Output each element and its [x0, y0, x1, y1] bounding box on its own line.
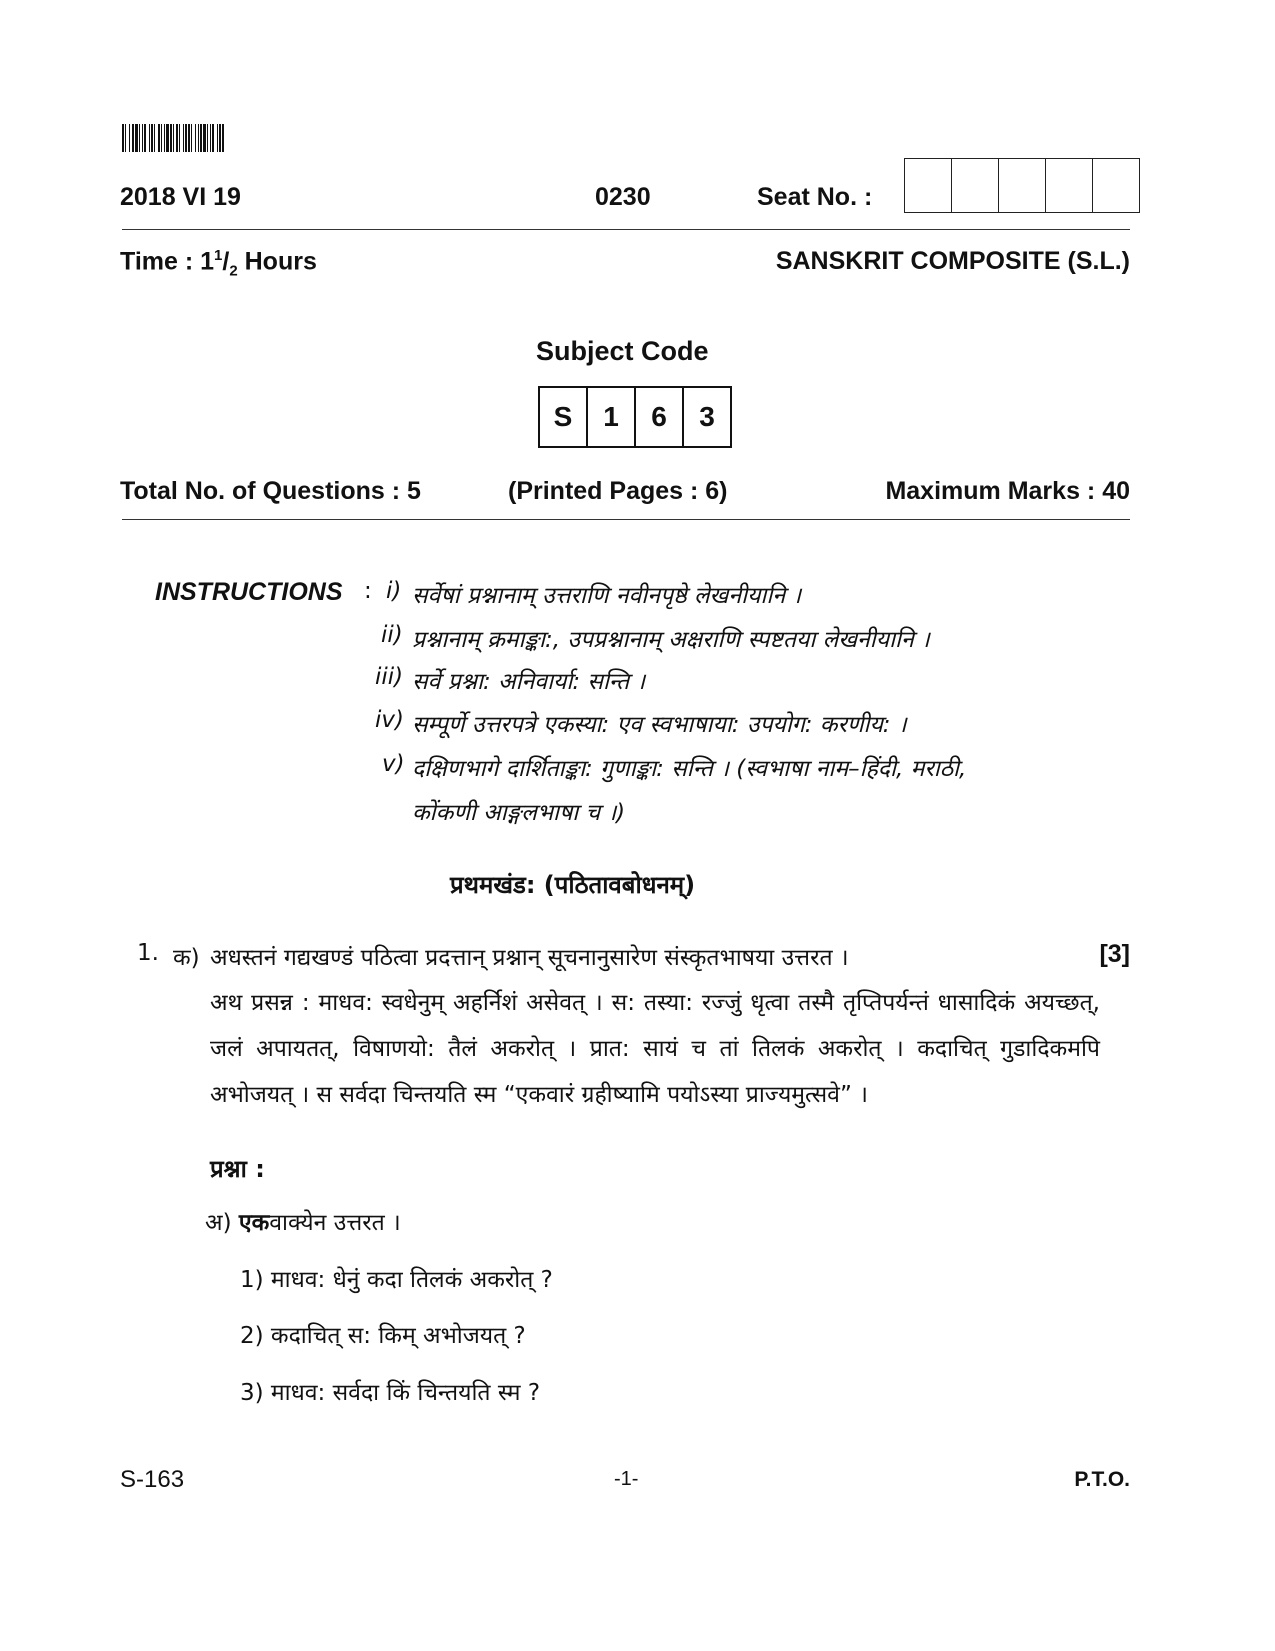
- instruction-text: कोंकणी आङ्गलभाषा च ।): [412, 800, 626, 826]
- seat-box[interactable]: [952, 159, 999, 212]
- sub-question: 3) माधव: सर्वदा किं चिन्तयति स्म ?: [240, 1380, 541, 1406]
- sub-question: 1) माधव: धेनुं कदा तिलकं अकरोत् ?: [240, 1267, 553, 1293]
- question-number: 1.: [137, 940, 159, 966]
- instruction-text: सर्वे प्रश्ना: अनिवार्या: सन्ति ।: [412, 669, 646, 695]
- seat-box[interactable]: [1046, 159, 1093, 212]
- time-allowed: Time : $1^1/_2$ Hours: [120, 247, 317, 280]
- instruction-num: ii): [381, 622, 403, 648]
- subject-code-boxes: [538, 386, 732, 448]
- subject-title: SANSKRIT COMPOSITE (S.L.): [775, 247, 1130, 275]
- subject-code-char: S: [540, 388, 588, 446]
- page-number: -1-: [614, 1468, 639, 1490]
- sub-question: 2) कदाचित् स: किम् अभोजयत् ?: [240, 1323, 526, 1349]
- question-instruction: अधस्तनं गद्यखण्डं पठित्वा प्रदत्तान् प्रश्नान् सूचनानुसारेण संस्कृतभाषया उत्तरत ।: [210, 945, 849, 971]
- sub-question-label: [205, 1205, 401, 1237]
- seat-number-boxes[interactable]: [904, 158, 1140, 213]
- instruction-text: सर्वेषां प्रश्नानाम् उत्तराणि नवीनपृष्ठे लेखनीयानि ।: [412, 583, 802, 609]
- time-unit: Hours: [244, 247, 317, 276]
- footer-code: S-163: [120, 1466, 185, 1493]
- barcode-stripe: [222, 124, 224, 152]
- instruction-num: iv): [375, 707, 404, 733]
- seat-box[interactable]: [905, 159, 952, 212]
- sub-label: अ): [205, 1210, 232, 1236]
- instruction-text: प्रश्नानाम् क्रमाङ्का:, उपप्रश्नानाम् अक्षराणि स्पष्टतया लेखनीयानि ।: [412, 627, 930, 653]
- question-part-label: क): [173, 945, 200, 971]
- sub-instruction-rest: वाक्येन उत्तरत ।: [269, 1210, 401, 1236]
- instruction-text: दक्षिणभागे दार्शिताङ्का: गुणाङ्का: सन्ति । (स्वभाषा नाम–हिंदी, मराठी,: [412, 756, 967, 782]
- subject-code-char: 6: [636, 388, 684, 446]
- subject-code-char: 1: [588, 388, 636, 446]
- total-questions: Total No. of Questions : 5: [120, 477, 421, 505]
- seat-box[interactable]: [999, 159, 1046, 212]
- instructions-label: INSTRUCTIONS: [155, 578, 343, 606]
- instruction-num: i): [386, 578, 402, 604]
- subject-code-label: Subject Code: [536, 336, 709, 366]
- exam-code: 2018 VI 19: [120, 183, 241, 211]
- reading-passage: अथ प्रसन्न : माधव: स्वधेनुम् अहर्निशं असेवत् । स: तस्या: रज्जुं धृत्वा तस्मै तृप्तिपर्यन्तं धासादिकं अयच्छत्, जलं अपायतत्, विषाणयो: तैलं अकरोत् । प्रात: सायं च तां तिलकं अकरोत् । कदाचित् गुडादिकमपि अभोजयत् । स सर्वदा चिन्तयति स्म “एकवारं ग्रहीष्यामि पयोऽस्या प्राज्यमुत्सवे” ।: [210, 990, 1100, 1108]
- time-fraction-den: 2: [229, 262, 238, 280]
- time-fraction-num: 1: [214, 247, 223, 264]
- barcode: [122, 124, 332, 152]
- questions-label: प्रश्ना :: [210, 1155, 265, 1183]
- pto-marker: P.T.O.: [1074, 1468, 1130, 1491]
- seat-box[interactable]: [1093, 159, 1139, 212]
- printed-pages: (Printed Pages : 6): [508, 477, 728, 505]
- question-marks: [3]: [1099, 940, 1130, 968]
- instruction-text: सम्पूर्णे उत्तरपत्रे एकस्या: एव स्वभाषाया: उपयोग: करणीय: ।: [412, 712, 907, 738]
- sub-instruction-bold: एक: [238, 1210, 270, 1236]
- instructions-separator: :: [364, 578, 372, 604]
- paper-code: 0230: [595, 183, 651, 211]
- instruction-num: iii): [375, 664, 404, 690]
- seat-number-label: Seat No. :: [757, 183, 873, 211]
- time-label: Time : 1: [120, 247, 215, 276]
- section-title: प्रथमखंड: (पठितावबोधनम्): [450, 871, 696, 899]
- header-divider: [122, 229, 1130, 230]
- info-divider: [122, 519, 1130, 520]
- instruction-num: v): [382, 751, 405, 777]
- subject-code-char: 3: [699, 401, 715, 432]
- maximum-marks: Maximum Marks : 40: [885, 477, 1130, 505]
